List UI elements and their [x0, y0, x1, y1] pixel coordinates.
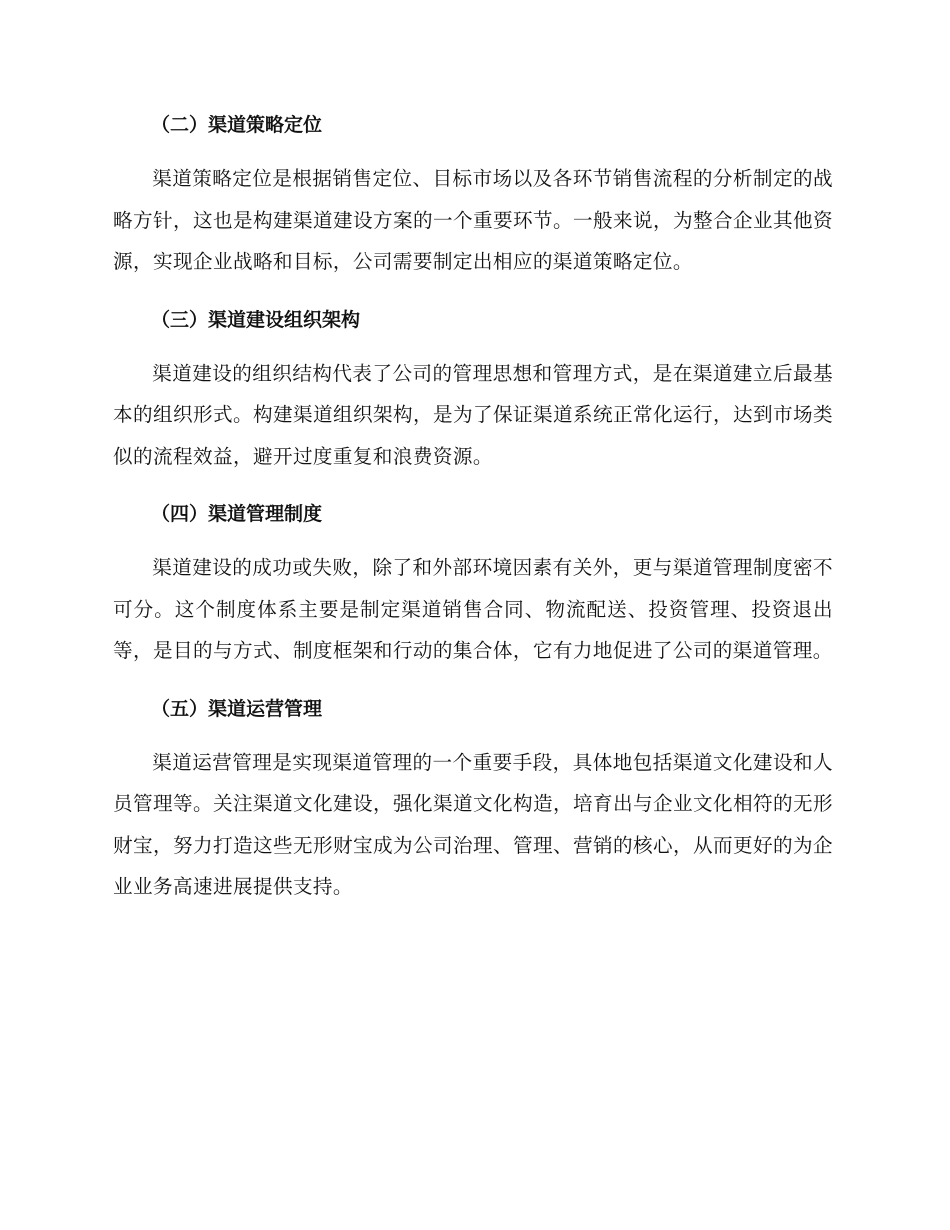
- section-heading-channel-strategy: （二）渠道策略定位: [151, 114, 323, 136]
- section-heading-management-system: （四）渠道管理制度: [151, 503, 323, 525]
- section-body-operations: 渠道运营管理是实现渠道管理的一个重要手段，具体地包括渠道文化建设和人员管理等。关注渠道文化建设，强化渠道文化构造，培育出与企业文化相符的无形财宝，努力打造这些无形财宝成为公司治理、管理、营销的核心，从而更好的为企业业务高速进展提供支持。: [113, 750, 833, 898]
- section-heading-operations: （五）渠道运营管理: [151, 697, 323, 720]
- section-body-channel-strategy: 渠道策略定位是根据销售定位、目标市场以及各环节销售流程的分析制定的战略方针，这也是构建渠道建设方案的一个重要环节。一般来说，为整合企业其他资源，实现企业战略和目标，公司需要制定出相应的渠道策略定位。: [113, 167, 833, 273]
- section-body-management-system: 渠道建设的成功或失败，除了和外部环境因素有关外，更与渠道管理制度密不可分。这个制度体系主要是制定渠道销售合同、物流配送、投资管理、投资退出等，是目的与方式、制度框架和行动的集合体，它有力地促进了公司的渠道管理。: [113, 556, 833, 662]
- section-heading-organization: （三）渠道建设组织架构: [151, 308, 361, 331]
- section-body-organization: 渠道建设的组织结构代表了公司的管理思想和管理方式，是在渠道建立后最基本的组织形式。构建渠道组织架构，是为了保证渠道系统正常化运行，达到市场类似的流程效益，避开过度重复和浪费资源。: [113, 361, 833, 468]
- document-page: [113, 110, 833, 908]
